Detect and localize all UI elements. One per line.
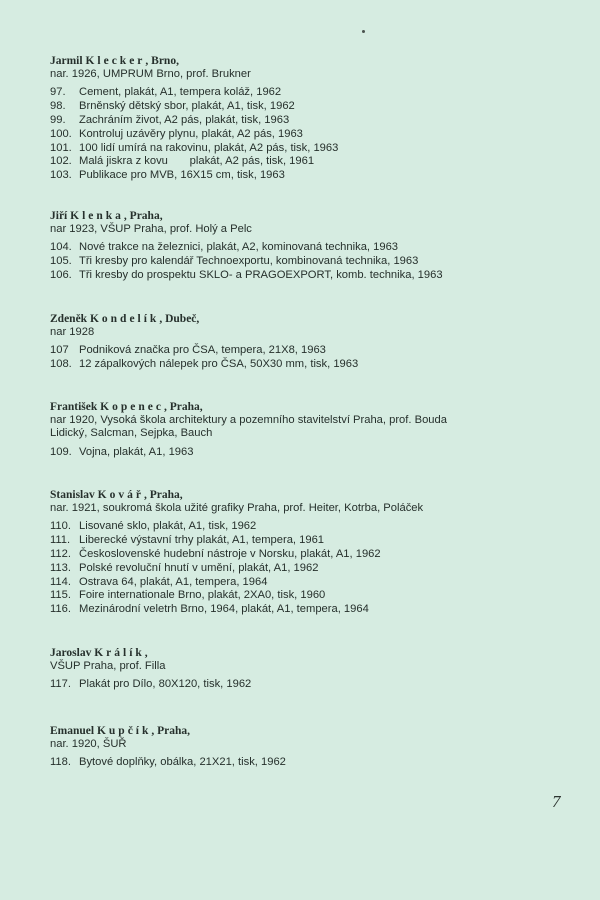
artist-place: Brno, xyxy=(151,55,179,67)
work-number: 104. xyxy=(50,241,72,254)
work-number: 111. xyxy=(50,534,71,547)
artist-place: Dubeč, xyxy=(165,313,200,325)
work-description: Liberecké výstavní trhy plakát, A1, tempera, 1961 xyxy=(79,534,325,547)
works-list xyxy=(50,86,570,183)
work-number: 114. xyxy=(50,575,71,588)
work-description: Mezinárodní veletrh Brno, 1964, plakát, A1, tempera, 1964 xyxy=(79,603,369,616)
work-item xyxy=(50,86,570,100)
work-number: 113. xyxy=(50,561,71,574)
artist-first-name: Stanislav xyxy=(50,489,95,501)
work-number: 97. xyxy=(50,86,66,99)
artist-first-name: Jarmil xyxy=(50,55,83,67)
work-description: Zachráním život, A2 pás, plakát, tisk, 1963 xyxy=(79,114,290,126)
work-description: Podniková značka pro ČSA, tempera, 21X8, 1963 xyxy=(79,344,326,357)
work-item xyxy=(50,155,570,169)
artist-place: Praha, xyxy=(157,725,191,737)
work-number: 118. xyxy=(50,756,71,769)
artist-entry xyxy=(50,488,570,617)
work-number: 112. xyxy=(50,548,71,560)
ink-speck xyxy=(362,30,365,33)
works-list xyxy=(50,678,570,692)
artist-surname: Kupčík xyxy=(96,725,152,737)
works-list xyxy=(50,241,570,282)
artist-first-name: Jiří xyxy=(50,210,68,222)
artist-bio-continued: Lidický, Salcman, Sejpka, Bauch xyxy=(50,427,213,440)
artist-entry xyxy=(50,724,570,770)
work-item xyxy=(50,269,570,283)
artist-name: Jarmil Klecker, Brno, xyxy=(50,55,179,67)
work-item xyxy=(50,169,570,183)
work-item xyxy=(50,562,570,576)
artist-first-name: František xyxy=(50,401,98,413)
artist-place: Praha, xyxy=(169,401,203,413)
work-description: Kontroluj uzávěry plynu, plakát, A2 pás, 1963 xyxy=(79,127,303,140)
works-list xyxy=(50,446,570,460)
work-item xyxy=(50,548,570,562)
work-number: 115. xyxy=(50,589,71,602)
artist-name: Zdeněk Kondelík, Dubeč, xyxy=(50,313,200,325)
work-item xyxy=(50,576,570,590)
work-item xyxy=(50,358,570,372)
work-number: 109. xyxy=(50,445,72,458)
work-number: 105. xyxy=(50,255,72,268)
work-description: 100 lidí umírá na rakovinu, plakát, A2 pás, tisk, 1963 xyxy=(79,141,339,154)
artist-bio: nar 1920, Vysoká škola architektury a pozemního stavitelství Praha, prof. Bouda xyxy=(50,414,447,426)
work-number: 101. xyxy=(50,141,72,154)
artist-bio: nar 1923, VŠUP Praha, prof. Holý a Pelc xyxy=(50,223,252,235)
work-description: Polské revoluční hnutí v umění, plakát, A1, 1962 xyxy=(79,561,319,574)
work-item xyxy=(50,255,570,269)
artist-entry xyxy=(50,209,570,283)
artist-bio: VŠUP Praha, prof. Filla xyxy=(50,660,166,672)
work-description: Cement, plakát, A1, tempera koláž, 1962 xyxy=(79,86,282,99)
work-description: Ostrava 64, plakát, A1, tempera, 1964 xyxy=(79,575,268,588)
work-item xyxy=(50,114,570,128)
work-description: Nové trakce na železnici, plakát, A2, kominovaná technika, 1963 xyxy=(79,241,399,254)
work-number: 102. xyxy=(50,155,72,168)
work-description: 12 zápalkových nálepek pro ČSA, 50X30 mm, tisk, 1963 xyxy=(79,358,359,371)
work-description: Vojna, plakát, A1, 1963 xyxy=(79,445,194,458)
work-description: Československé hudební nástroje v Norsku, plakát, A1, 1962 xyxy=(79,548,381,560)
page-number: 7 xyxy=(552,792,561,811)
artist-name: Stanislav Kovář, Praha, xyxy=(50,489,183,501)
artist-name: František Kopenec, Praha, xyxy=(50,401,203,413)
work-item xyxy=(50,446,570,460)
work-description: Plakát pro Dílo, 80X120, tisk, 1962 xyxy=(79,678,252,691)
work-number: 117. xyxy=(50,678,71,691)
work-item xyxy=(50,589,570,603)
work-item xyxy=(50,128,570,142)
work-number: 107 xyxy=(50,344,69,357)
work-description: Tři kresby do prospektu SKLO- a PRAGOEXPORT, komb. technika, 1963 xyxy=(79,269,443,281)
work-number: 98. xyxy=(50,100,66,113)
artist-bio: nar. 1921, soukromá škola užité grafiky Praha, prof. Heiter, Kotrba, Poláček xyxy=(50,502,424,514)
work-description: Tři kresby pro kalendář Technoexportu, kombinovaná technika, 1963 xyxy=(79,255,419,268)
work-item xyxy=(50,756,570,770)
artist-entry xyxy=(50,312,570,372)
artist-first-name: Emanuel xyxy=(50,725,95,737)
work-number: 110. xyxy=(50,520,71,533)
artist-surname: Kovář xyxy=(97,489,144,501)
artist-bio: nar. 1926, UMPRUM Brno, prof. Brukner xyxy=(50,68,251,80)
work-item xyxy=(50,241,570,255)
artist-entry xyxy=(50,54,570,183)
works-list xyxy=(50,344,570,372)
artist-surname: Králík xyxy=(94,647,145,659)
work-item xyxy=(50,344,570,358)
work-item xyxy=(50,100,570,114)
artist-name: Emanuel Kupčík, Praha, xyxy=(50,725,191,737)
work-number: 100. xyxy=(50,127,72,140)
work-item xyxy=(50,142,570,156)
work-number: 106. xyxy=(50,269,72,281)
work-item xyxy=(50,678,570,692)
work-number: 108. xyxy=(50,358,72,371)
artist-entry xyxy=(50,646,570,692)
work-number: 116. xyxy=(50,603,71,616)
work-item xyxy=(50,603,570,617)
artist-entry xyxy=(50,400,570,460)
work-description: Brněnský dětský sbor, plakát, A1, tisk, 1962 xyxy=(79,100,295,113)
works-list xyxy=(50,756,570,770)
work-description: Malá jiskra z kovu plakát, A2 pás, tisk, 1961 xyxy=(79,155,315,168)
artist-bio: nar. 1920, ŠUŘ xyxy=(50,738,127,750)
works-list xyxy=(50,520,570,617)
work-number: 99. xyxy=(50,114,66,126)
work-description: Foire internationale Brno, plakát, 2XA0, tisk, 1960 xyxy=(79,589,326,602)
work-description: Bytové doplňky, obálka, 21X21, tisk, 1962 xyxy=(79,756,286,769)
artist-first-name: Zdeněk xyxy=(50,313,88,325)
work-item xyxy=(50,520,570,534)
artist-surname: Kondelík xyxy=(89,313,160,325)
artist-surname: Klenka xyxy=(70,210,124,222)
artist-name: Jaroslav Králík, xyxy=(50,647,148,659)
work-item xyxy=(50,534,570,548)
artist-surname: Klecker xyxy=(85,55,146,67)
artist-surname: Kopenec xyxy=(100,401,164,413)
work-description: Publikace pro MVB, 16X15 cm, tisk, 1963 xyxy=(79,169,285,182)
artist-bio: nar 1928 xyxy=(50,326,95,338)
work-number: 103. xyxy=(50,169,72,182)
artist-place: Praha, xyxy=(129,210,163,222)
work-description: Lisované sklo, plakát, A1, tisk, 1962 xyxy=(79,520,257,533)
artist-place: Praha, xyxy=(149,489,183,501)
artist-name: Jiří Klenka, Praha, xyxy=(50,210,163,222)
artist-first-name: Jaroslav xyxy=(50,647,92,659)
